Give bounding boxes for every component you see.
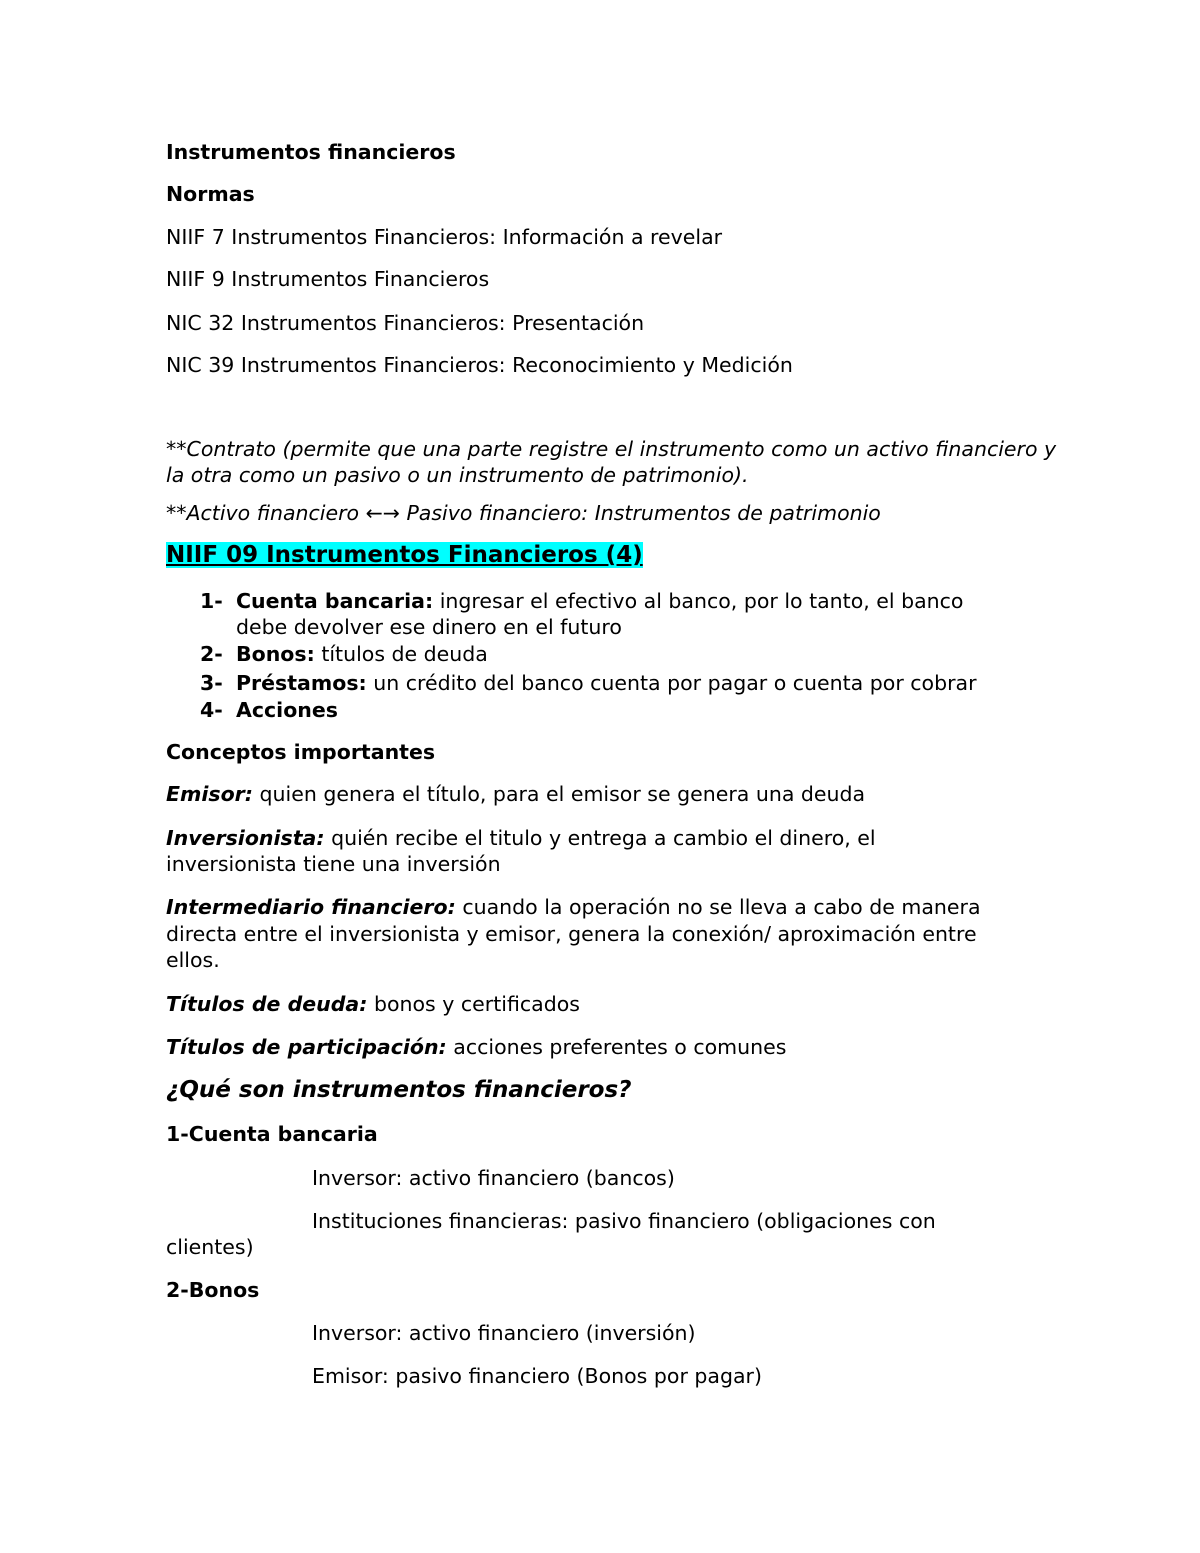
concepto-text: quién recibe el titulo y entrega a cambio el dinero, el [324,826,876,850]
concepto-term: Inversionista: [166,826,325,850]
cuenta-instituciones-continuation: clientes) [166,1235,254,1259]
list-text: un crédito del banco cuenta por pagar o cuenta por cobrar [366,671,977,695]
list-text: títulos de deuda [314,642,488,666]
bonos-emisor: Emisor: pasivo financiero (Bonos por pagar) [312,1364,762,1388]
list-term: Préstamos: [236,671,367,695]
list-number: 3- [200,671,223,695]
list-term: Bonos: [236,642,315,666]
contrato-note-line2: la otra como un pasivo o un instrumento de patrimonio). [166,463,749,487]
concepto-text-continuation: directa entre el inversionista y emisor, genera la conexión/ aproximación entre [166,922,977,946]
list-item [200,697,338,724]
niif09-heading: NIIF 09 Instrumentos Financieros (4) [166,542,643,568]
niif09-heading-row [166,542,643,569]
norma-item: NIC 39 Instrumentos Financieros: Reconocimiento y Medición [166,353,793,377]
list-term: Cuenta bancaria: [236,589,434,613]
concepto-term: Intermediario financiero: [166,895,456,919]
que-son-heading: ¿Qué son instrumentos financieros? [166,1077,632,1103]
concepto-text-continuation: ellos. [166,948,220,972]
list-item [200,670,977,697]
contrato-note-line1: **Contrato (permite que una parte registre el instrumento como un activo financiero y [166,437,1057,461]
concepto-item [166,991,580,1018]
bonos-inversor: Inversor: activo financiero (inversión) [312,1321,696,1345]
norma-item: NIC 32 Instrumentos Financieros: Presentación [166,311,645,335]
document-title: Instrumentos financieros [166,140,456,164]
list-item [200,588,963,615]
cuenta-bancaria-heading: 1-Cuenta bancaria [166,1122,378,1146]
bonos-heading: 2-Bonos [166,1278,260,1302]
list-item-continuation: debe devolver ese dinero en el futuro [236,615,622,639]
list-item [200,641,488,668]
concepto-text: quien genera el título, para el emisor se genera una deuda [253,782,866,806]
concepto-item [166,825,876,852]
concepto-term: Títulos de deuda: [166,992,368,1016]
list-number: 1- [200,589,223,613]
concepto-text: bonos y certificados [367,992,580,1016]
list-term: Acciones [236,698,338,722]
list-number: 2- [200,642,223,666]
norma-item: NIIF 7 Instrumentos Financieros: Información a revelar [166,225,723,249]
concepto-term: Títulos de participación: [166,1035,447,1059]
concepto-text: acciones preferentes o comunes [446,1035,787,1059]
concepto-item [166,894,981,921]
conceptos-heading: Conceptos importantes [166,740,436,764]
list-text: ingresar el efectivo al banco, por lo tanto, el banco [433,589,964,613]
concepto-text-continuation: inversionista tiene una inversión [166,852,501,876]
activo-note: **Activo financiero ←→ Pasivo financiero: Instrumentos de patrimonio [166,501,881,525]
concepto-item [166,781,865,808]
list-number: 4- [200,698,223,722]
concepto-term: Emisor: [166,782,253,806]
cuenta-instituciones: Instituciones financieras: pasivo financiero (obligaciones con [312,1209,936,1233]
norma-item: NIIF 9 Instrumentos Financieros [166,267,490,291]
cuenta-inversor: Inversor: activo financiero (bancos) [312,1166,675,1190]
normas-heading: Normas [166,182,255,206]
concepto-item [166,1034,786,1061]
concepto-text: cuando la operación no se lleva a cabo de manera [455,895,981,919]
